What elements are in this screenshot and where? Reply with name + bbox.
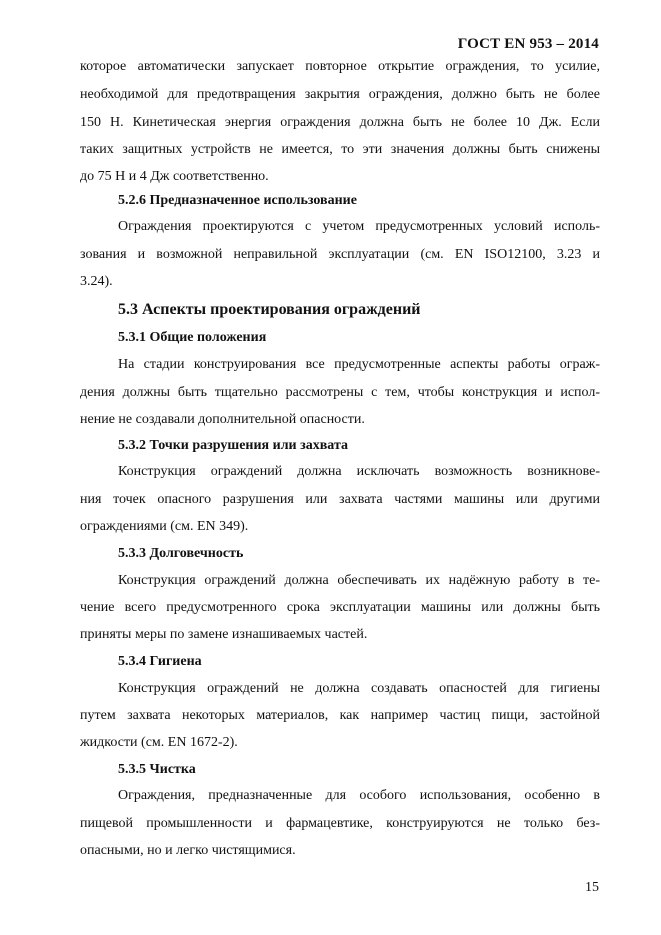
body-line: Ограждения проектируются с учетом предусмотренных условий исполь- bbox=[118, 219, 600, 234]
body-line: Ограждения, предназначенные для особого использования, особенно в bbox=[118, 788, 600, 803]
section-heading-5-3-1: 5.3.1 Общие положения bbox=[118, 330, 267, 345]
body-line: Конструкция ограждений должна обеспечивать их надёжную работу в те- bbox=[118, 573, 600, 588]
body-line: Конструкция ограждений должна исключать возможность возникнове- bbox=[118, 464, 600, 479]
body-line: необходимой для предотвращения закрытия ограждения, должно быть не более bbox=[80, 87, 600, 102]
body-line: 150 Н. Кинетическая энергия ограждения должна быть не более 10 Дж. Если bbox=[80, 115, 600, 130]
body-line: Конструкция ограждений не должна создавать опасностей для гигиены bbox=[118, 681, 600, 696]
body-line: приняты меры по замене изнашиваемых частей. bbox=[80, 627, 368, 642]
body-line: дения должны быть тщательно рассмотрены с тем, чтобы конструкция и испол- bbox=[80, 385, 600, 400]
body-line: чение всего предусмотренного срока эксплуатации машины или должны быть bbox=[80, 600, 600, 615]
body-line: зования и возможной неправильной эксплуатации (см. EN ISO12100, 3.23 и bbox=[80, 247, 600, 262]
body-line: ния точек опасного разрушения или захвата частями машины или другими bbox=[80, 492, 600, 507]
section-heading-5-3-3: 5.3.3 Долговечность bbox=[118, 546, 244, 561]
body-line: опасными, но и легко чистящимися. bbox=[80, 843, 296, 858]
body-line: жидкости (см. EN 1672-2). bbox=[80, 735, 238, 750]
page-number: 15 bbox=[585, 880, 599, 895]
body-line: до 75 Н и 4 Дж соответственно. bbox=[80, 169, 269, 184]
section-heading-5-3-2: 5.3.2 Точки разрушения или захвата bbox=[118, 438, 348, 453]
body-line: ограждениями (см. EN 349). bbox=[80, 519, 249, 534]
section-heading-5-3-5: 5.3.5 Чистка bbox=[118, 762, 196, 777]
body-line: нение не создавали дополнительной опасности. bbox=[80, 412, 365, 427]
section-heading-5-3-4: 5.3.4 Гигиена bbox=[118, 654, 202, 669]
standard-header: ГОСТ EN 953 – 2014 bbox=[457, 36, 599, 52]
section-heading-5-3: 5.3 Аспекты проектирования ограждений bbox=[118, 301, 421, 318]
body-line: пищевой промышленности и фармацевтике, конструируются не только без- bbox=[80, 816, 600, 831]
body-line: таких защитных устройств не имеется, то эти значения должны быть снижены bbox=[80, 142, 600, 157]
section-heading-5-2-6: 5.2.6 Предназначенное использование bbox=[118, 193, 357, 208]
body-line: путем захвата некоторых материалов, как например частиц пищи, застойной bbox=[80, 708, 600, 723]
body-line: которое автоматически запускает повторное открытие ограждения, то усилие, bbox=[80, 59, 600, 74]
body-line: 3.24). bbox=[80, 274, 113, 289]
body-line: На стадии конструирования все предусмотренные аспекты работы ограж- bbox=[118, 357, 600, 372]
